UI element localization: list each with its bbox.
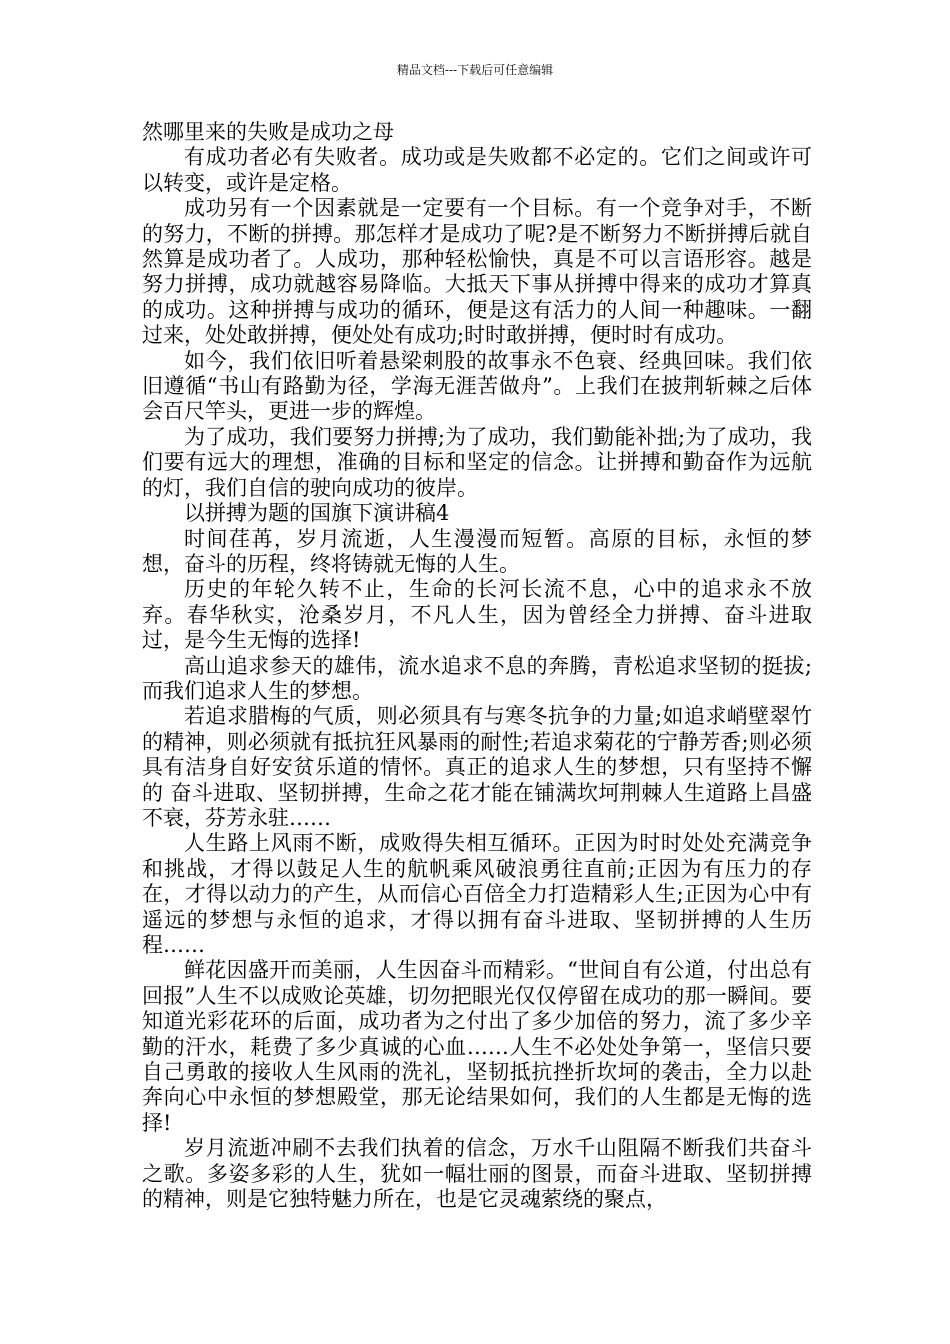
paragraph-10: 若追求腊梅的气质，则必须具有与寒冬抗争的力量;如追求峭壁翠竹的精神，则必须就有抵抗狂风暴雨的耐性;若追求菊花的宁静芳香;则必须具有洁身自好安贫乐道的情怀。真正的追求人生的梦想，只有坚持不懈的 奋斗进取、坚韧拼搏，生命之花才能在铺满坎坷荆棘人生道路上昌盛不衰，芬芳永驻…… [142, 704, 812, 830]
section-heading: 以拼搏为题的国旗下演讲稿4 [184, 501, 450, 526]
paragraph-8: 历史的年轮久转不止，生命的长河长流不息，心中的追求永不放弃。春华秋实，沧桑岁月，不凡人生，因为曾经全力拼搏、奋斗进取过，是今生无悔的选择! [142, 577, 812, 653]
paragraph-5: 为了成功，我们要努力拼搏;为了成功，我们勤能补拙;为了成功，我们要有远大的理想，准确的目标和坚定的信念。让拼搏和勤奋作为远航的灯，我们自信的驶向成功的彼岸。 [142, 424, 812, 500]
paragraph-4: 如今，我们依旧听着悬梁刺股的故事永不色衰、经典回味。我们依旧遵循“书山有路勤为径，学海无涯苦做舟”。上我们在披荆斩棘之后体会百尺竿头，更进一步的辉煌。 [142, 348, 812, 424]
paragraph-9: 高山追求参天的雄伟，流水追求不息的奔腾，青松追求坚韧的挺拔;而我们追求人生的梦想。 [142, 653, 812, 703]
page-header: 精品文档---下载后可任意编辑 [396, 63, 554, 77]
paragraph-11: 人生路上风雨不断，成败得失相互循环。正因为时时处处充满竞争和挑战，才得以鼓足人生的航帆乘风破浪勇往直前;正因为有压力的存在，才得以动力的产生，从而信心百倍全力打造精彩人生;正因为心中有遥远的梦想与永恒的追求，才得以拥有奋斗进取、坚韧拼搏的人生历程…… [142, 831, 812, 957]
paragraph-12: 鲜花因盛开而美丽，人生因奋斗而精彩。“世间自有公道，付出总有回报”人生不以成败论英雄，切勿把眼光仅仅停留在成功的那一瞬间。要知道光彩花环的后面，成功者为之付出了多少加倍的努力，流了多少辛勤的汗水，耗费了多少真诚的心血……人生不必处处争第一，坚信只要自己勇敢的接收人生风雨的洗礼，坚韧抵抗挫折坎坷的袭击，全力以赴奔向心中永恒的梦想殿堂，那无论结果如何，我们的人生都是无悔的选择! [142, 958, 812, 1135]
document-body [142, 120, 812, 1212]
paragraph-1: 然哪里来的失败是成功之母 [142, 120, 394, 144]
paragraph-7: 时间荏苒，岁月流逝，人生漫漫而短暂。高原的目标，永恒的梦想，奋斗的历程，终将铸就无悔的人生。 [142, 526, 812, 576]
paragraph-3: 成功另有一个因素就是一定要有一个目标。有一个竞争对手，不断的努力，不断的拼搏。那怎样才是成功了呢?是不断努力不断拼搏后就自然算是成功者了。人成功，那种轻松愉快，真是不可以言语形容。越是努力拼搏，成功就越容易降临。大抵天下事从拼搏中得来的成功才算真的成功。这种拼搏与成功的循环，便是这有活力的人间一种趣味。一翻过来，处处敢拼搏，便处处有成功;时时敢拼搏，便时时有成功。 [142, 196, 812, 348]
paragraph-2: 有成功者必有失败者。成功或是失败都不必定的。它们之间或许可以转变，或许是定格。 [142, 145, 812, 195]
paragraph-13: 岁月流逝冲刷不去我们执着的信念，万水千山阻隔不断我们共奋斗之歌。多姿多彩的人生，犹如一幅壮丽的图景，而奋斗进取、坚韧拼搏的精神，则是它独特魅力所在，也是它灵魂萦绕的聚点， [142, 1136, 812, 1212]
